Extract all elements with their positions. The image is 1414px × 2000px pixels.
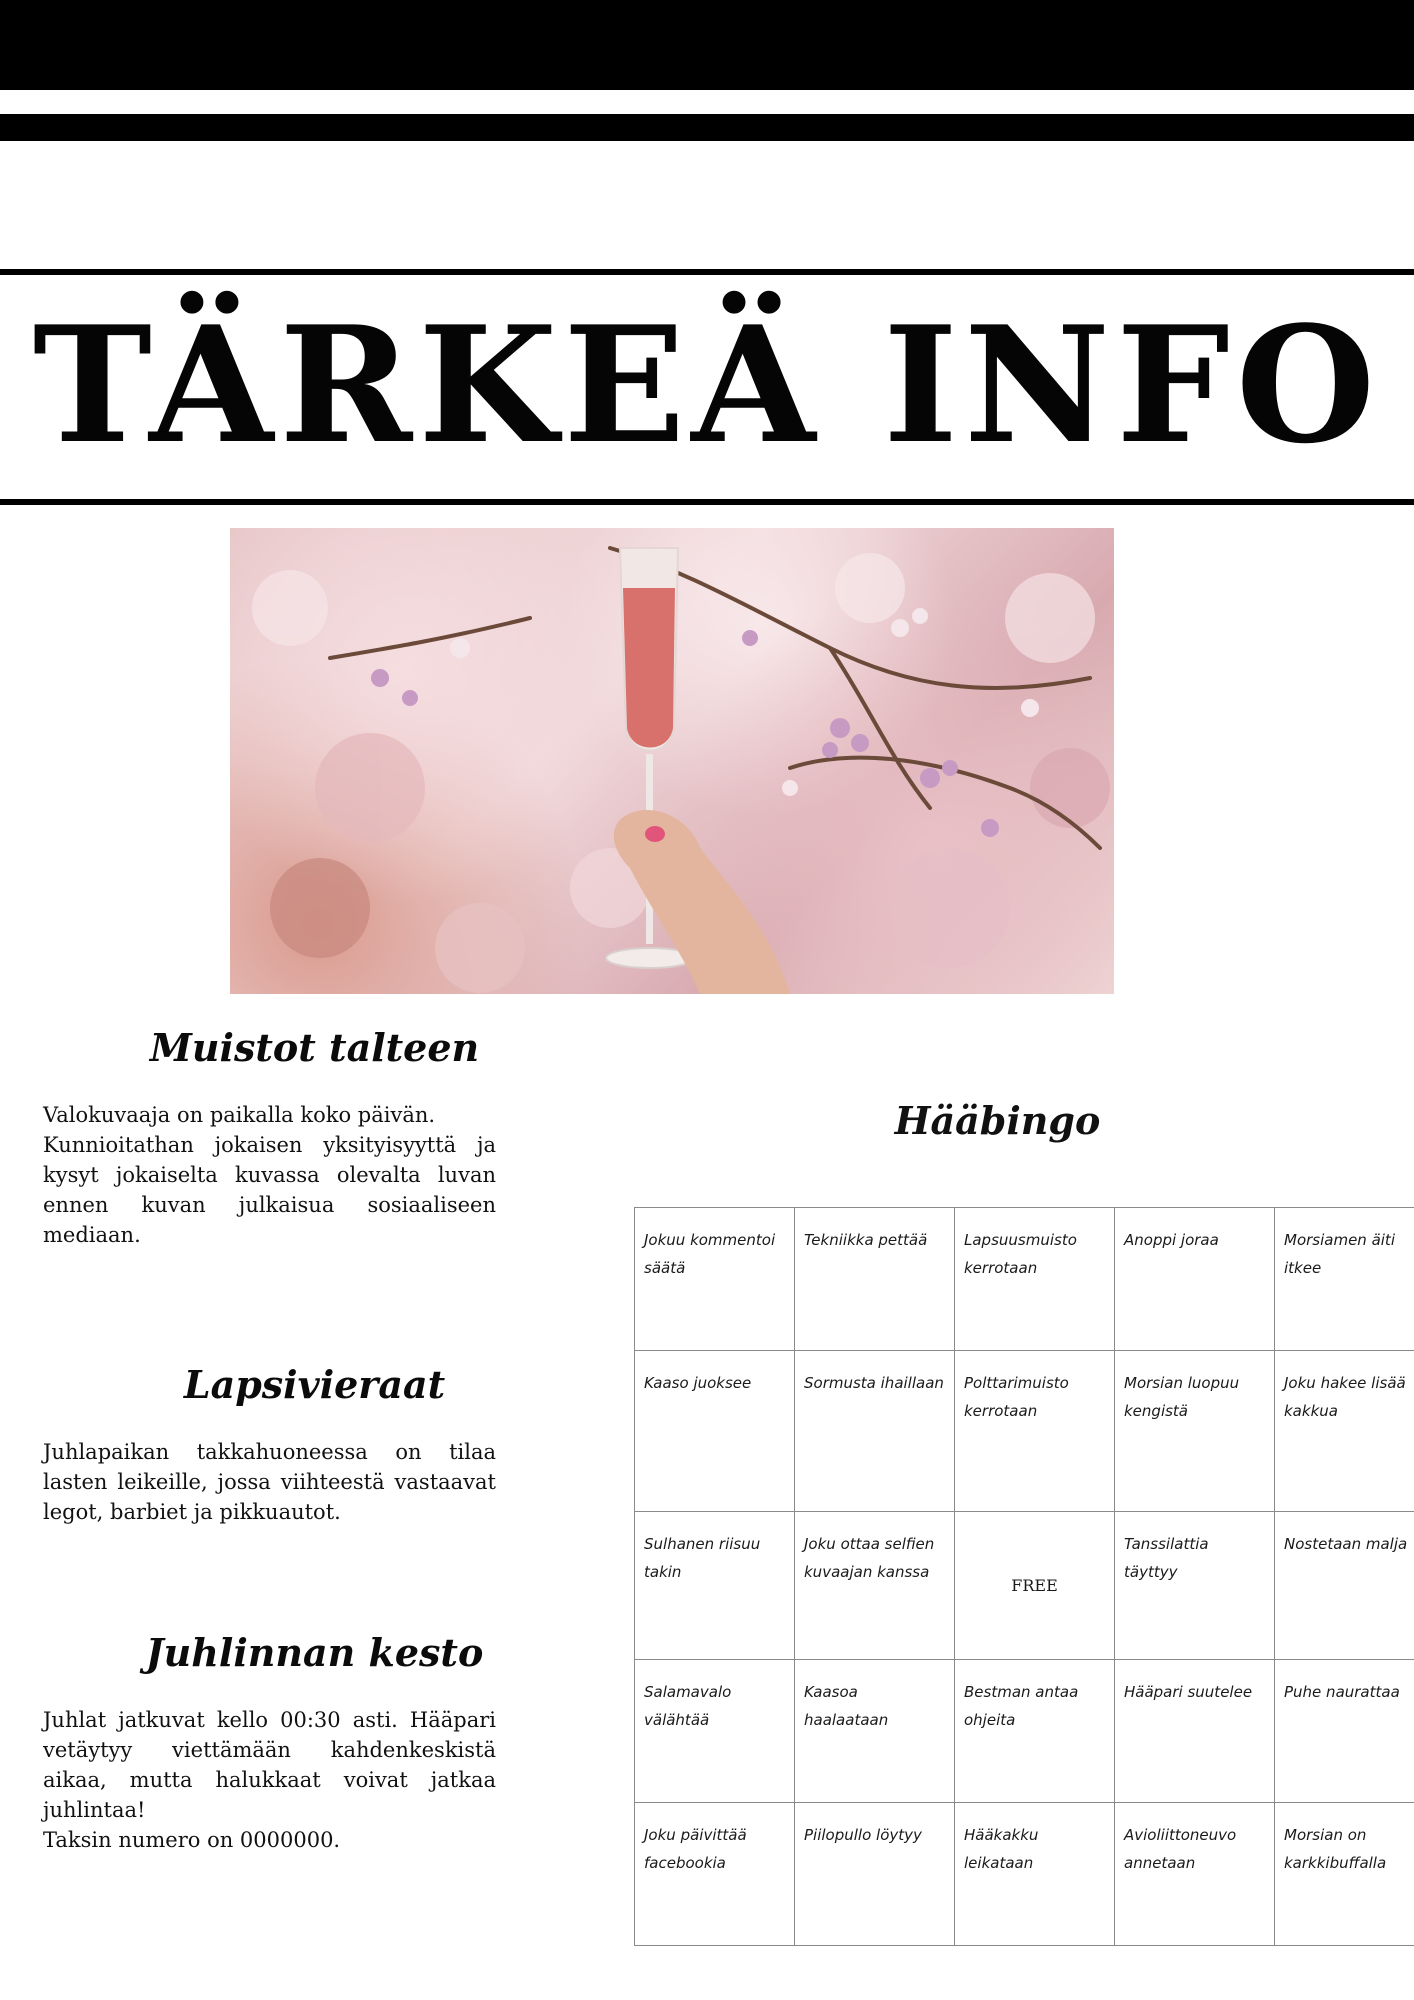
bingo-cell[interactable]: Morsiamen äiti itkee — [1275, 1208, 1414, 1351]
page-title: TÄRKEÄ INFO — [32, 291, 1382, 479]
section-body-duration — [43, 1705, 496, 1855]
title-top-rule — [0, 269, 1414, 275]
bingo-title: Hääbingo — [894, 1098, 1101, 1143]
bingo-cell[interactable]: Anoppi joraa — [1115, 1208, 1275, 1351]
bingo-free-cell[interactable]: FREE — [955, 1512, 1115, 1660]
second-black-bar — [0, 114, 1414, 141]
bingo-cell[interactable]: Hääkakku leikataan — [955, 1803, 1115, 1946]
section-heading-memories: Muistot talteen — [149, 1025, 480, 1070]
bingo-cell[interactable]: Tanssilattia täyttyy — [1115, 1512, 1275, 1660]
bingo-cell[interactable]: Morsian on karkkibuffalla — [1275, 1803, 1414, 1946]
bingo-cell[interactable]: Kaasoa haalaataan — [795, 1660, 955, 1803]
bingo-row — [635, 1803, 1414, 1946]
section-text-line: Kunnioitathan jokaisen yksityisyyttä ja kysyt jokaiselta kuvassa olevalta luvan ennen kuvan julkaisua sosiaaliseen mediaan. — [43, 1133, 496, 1247]
bingo-cell[interactable]: Polttarimuisto kerrotaan — [955, 1351, 1115, 1512]
section-text-line: Juhlat jatkuvat kello 00:30 asti. Hääpari vetäytyy viettämään kahdenkeskistä aikaa, mutta halukkaat voivat jatkaa juhlintaa! — [43, 1708, 496, 1822]
bingo-cell[interactable]: Jokuu kommentoi säätä — [635, 1208, 795, 1351]
bingo-cell[interactable]: Avioliittoneuvo annetaan — [1115, 1803, 1275, 1946]
bingo-cell[interactable]: Tekniikka pettää — [795, 1208, 955, 1351]
section-body-children — [43, 1437, 496, 1527]
section-text-line: Valokuvaaja on paikalla koko päivän. — [43, 1103, 436, 1127]
bingo-cell[interactable]: Joku hakee lisää kakkua — [1275, 1351, 1414, 1512]
bingo-cell[interactable]: Sulhanen riisuu takin — [635, 1512, 795, 1660]
bingo-cell[interactable]: Bestman antaa ohjeita — [955, 1660, 1115, 1803]
bingo-cell[interactable]: Salamavalo välähtää — [635, 1660, 795, 1803]
bingo-row — [635, 1512, 1414, 1660]
title-bottom-rule — [0, 499, 1414, 505]
top-black-bar — [0, 0, 1414, 90]
bingo-cell[interactable]: Lapsuusmuisto kerrotaan — [955, 1208, 1115, 1351]
bingo-row — [635, 1351, 1414, 1512]
section-heading-duration: Juhlinnan kesto — [145, 1630, 484, 1675]
section-text-line: Taksin numero on 0000000. — [43, 1828, 341, 1852]
bingo-cell[interactable]: Puhe naurattaa — [1275, 1660, 1414, 1803]
section-text-line: Juhlapaikan takkahuoneessa on tilaa lasten leikeille, jossa viihteestä vastaavat legot, barbiet ja pikkuautot. — [43, 1440, 496, 1524]
bingo-cell[interactable]: Hääpari suutelee — [1115, 1660, 1275, 1803]
section-heading-children: Lapsivieraat — [183, 1362, 446, 1407]
blossom-champagne-illustration — [230, 528, 1114, 994]
section-body-memories — [43, 1100, 496, 1250]
bingo-grid — [634, 1207, 1414, 1946]
bingo-cell[interactable]: Morsian luopuu kengistä — [1115, 1351, 1275, 1512]
bingo-cell[interactable]: Joku päivittää facebookia — [635, 1803, 795, 1946]
bingo-cell[interactable]: Sormusta ihaillaan — [795, 1351, 955, 1512]
bingo-cell[interactable]: Joku ottaa selfien kuvaajan kanssa — [795, 1512, 955, 1660]
bingo-row — [635, 1660, 1414, 1803]
bingo-row — [635, 1208, 1414, 1351]
bingo-cell[interactable]: Piilopullo löytyy — [795, 1803, 955, 1946]
bingo-cell[interactable]: Nostetaan malja — [1275, 1512, 1414, 1660]
hero-photo — [230, 528, 1114, 994]
bingo-cell[interactable]: Kaaso juoksee — [635, 1351, 795, 1512]
